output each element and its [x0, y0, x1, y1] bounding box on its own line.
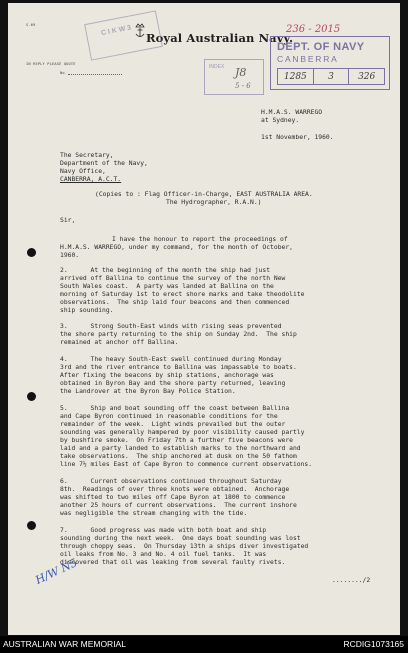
registry-cell: 326	[358, 72, 376, 82]
paragraph-3-line: the shore party returning to the ship on Sunday 2nd. The ship	[60, 331, 297, 338]
registry-cell: 1285	[278, 69, 314, 84]
registry-file-number: 236 - 2015	[286, 24, 341, 35]
paragraph-6-line: was negligible the stream changing with the tide.	[60, 510, 248, 517]
registry-stamp	[270, 36, 390, 90]
index-stamp-mark: J8	[235, 66, 247, 79]
paragraph-5-line: 5. Ship and boat sounding off the coast between Ballina	[60, 405, 290, 412]
paragraph-5-line: line 7½ miles East of Cape Byron to commence current observations.	[60, 461, 313, 468]
addressee-line: The Secretary,	[60, 152, 114, 159]
paragraph-2-line: South Wales coast. A party was landed at Ballina on the	[60, 283, 274, 290]
salutation: Sir,	[60, 217, 76, 224]
paragraph-2-line: observations. The ship laid four beacons and then commenced	[60, 299, 290, 306]
punch-hole	[27, 392, 36, 401]
index-stamp-text: INDEX	[209, 64, 225, 70]
reply-number-label: No.	[60, 71, 68, 75]
sender-ship: H.M.A.S. WARREGO	[261, 109, 323, 116]
index-stamp-mark-2: 5 - 6	[235, 82, 251, 90]
sender-location: at Sydney.	[261, 117, 300, 124]
paragraph-6-line: another 25 hours of current observations. The current inshore	[60, 502, 297, 509]
paragraph-7-line: oil leaks from No. 3 and No. 4 oil fuel tanks. It was	[60, 551, 267, 558]
paragraph-5-line: remainder of the week. Light winds prevailed but the outer	[60, 421, 286, 428]
continuation-marker: ......../2	[332, 577, 371, 584]
copies-line: The Hydrographer, R.A.N.)	[166, 199, 262, 206]
registry-stamp-cells	[277, 68, 385, 85]
footer-source: AUSTRALIAN WAR MEMORIAL	[3, 639, 126, 649]
paragraph-5-line: laid and a party landed to establish marks to the northward and	[60, 445, 301, 452]
reply-note: IN REPLY PLEASE QUOTE	[26, 62, 76, 66]
form-code: S.69	[26, 23, 36, 27]
paragraph-1-line: 1960.	[60, 252, 80, 259]
registry-stamp-title: DEPT. OF NAVY	[277, 41, 365, 53]
paragraph-2-line: 2. At the beginning of the month the ship had just	[60, 267, 271, 274]
registry-stamp-subtitle: CANBERRA	[277, 54, 339, 64]
addressee-line: Navy Office,	[60, 168, 106, 175]
paragraph-1-line: H.M.A.S. WARREGO, under my command, for the month of October,	[60, 244, 293, 251]
letter-date: 1st November, 1960.	[261, 134, 334, 141]
punch-hole	[27, 521, 36, 530]
paragraph-2-line: ship sounding.	[60, 307, 114, 314]
paragraph-4-line: obtained in Byron Bay and the shore party returned, leaving	[60, 380, 286, 387]
registry-cell: 3	[314, 69, 350, 84]
addressee-line: CANBERRA, A.C.T.	[60, 176, 122, 183]
paragraph-4-line: the Landrover at the Byron Bay Police Station.	[60, 388, 236, 395]
index-stamp	[204, 59, 264, 95]
paragraph-5-line: and Cape Byron continued in reasonable conditions for the	[60, 413, 278, 420]
paragraph-6-line: 6. Current observations continued throughout Saturday	[60, 478, 282, 485]
document-page	[8, 3, 400, 635]
paragraph-4-line: 3rd and the river entrance to Ballina was impassable to boats.	[60, 364, 297, 371]
letterhead-title: Royal Australian Navy.	[146, 31, 294, 45]
faded-stamp	[84, 10, 163, 60]
paragraph-2-line: morning of Saturday 1st to erect shore marks and take theodolite	[60, 291, 305, 298]
footer-id: RCDIG1073165	[343, 639, 404, 649]
paragraph-5-line: sounding was generally hampered by poor visibility caused partly	[60, 429, 305, 436]
paragraph-3-line: remained at anchor off Ballina.	[60, 339, 179, 346]
paragraph-7-line: sounding during the next week. One days boat sounding was lost	[60, 535, 301, 542]
archive-footer	[0, 636, 408, 653]
addressee-line: Department of the Navy,	[60, 160, 148, 167]
paragraph-4-line: 4. The heavy South-East swell continued during Monday	[60, 356, 282, 363]
reply-number-line	[68, 74, 122, 75]
faded-stamp-text: C I K W 3	[100, 24, 132, 38]
paragraph-7-line: discovered that oil was leaking from several faulty rivets.	[60, 559, 286, 566]
paragraph-7-line: through choppy seas. On Thursday 13th a ships diver investigated	[60, 543, 309, 550]
paragraph-6-line: was shifted to two miles off Cape Byron at 1800 to commence	[60, 494, 286, 501]
paragraph-3-line: 3. Strong South-East winds with rising seas prevented	[60, 323, 282, 330]
paragraph-5-line: take observations. The ship anchored at dusk on the 50 fathom	[60, 453, 297, 460]
paragraph-5-line: by bushfire smoke. On Friday 7th a further five beacons were	[60, 437, 293, 444]
paragraph-2-line: arrived off Ballina to continue the survey of the north New	[60, 275, 286, 282]
punch-hole	[27, 248, 36, 257]
paragraph-6-line: 8th. Readings of over three knots were obtained. Anchorage	[60, 486, 290, 493]
copies-line: (Copies to : Flag Officer-in-Charge, EAST AUSTRALIA AREA.	[95, 191, 313, 198]
paragraph-1-line: I have the honour to report the proceedings of	[112, 236, 288, 243]
handwritten-initials: H/W N5	[33, 556, 80, 587]
paragraph-4-line: After fixing the beacons by ship stations, anchorage was	[60, 372, 274, 379]
paragraph-7-line: 7. Good progress was made with both boat and ship	[60, 527, 267, 534]
